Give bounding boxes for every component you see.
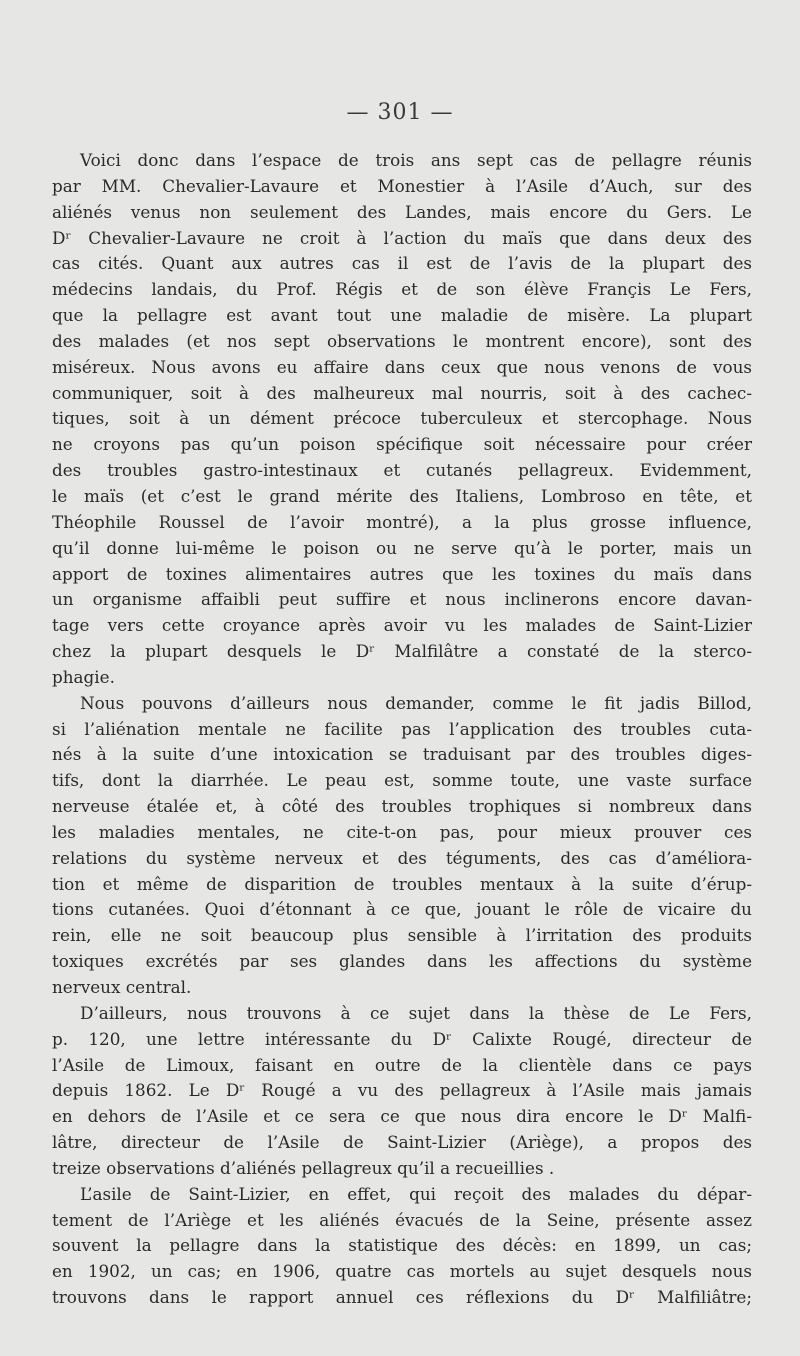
text-line: tement de l’Ariège et les aliénés évacués de la Seine, présente assez (52, 1209, 752, 1230)
text-line: depuis 1862. Le Dʳ Rougé a vu des pellagreux à l’Asile mais jamais (52, 1080, 752, 1101)
text-line: des malades (et nos sept observations le montrent encore), sont des (52, 330, 752, 351)
text-line: phagie. (52, 666, 115, 687)
text-line: D’ailleurs, nous trouvons à ce sujet dans la thèse de Le Fers, (80, 1002, 752, 1023)
paragraph (52, 1182, 752, 1311)
body-text (52, 148, 752, 1311)
text-line: communiquer, soit à des malheureux mal nourris, soit à des cachec- (52, 382, 752, 403)
text-line: Voici donc dans l’espace de trois ans sept cas de pellagre réunis (80, 150, 752, 170)
text-line: nerveux central. (52, 977, 192, 997)
text-line: les maladies mentales, ne cite-t-on pas, pour mieux prouver ces (52, 821, 752, 842)
text-line: que la pellagre est avant tout une maladie de misère. La plupart (52, 305, 752, 326)
text-line: trouvons dans le rapport annuel ces réflexions du Dʳ Malfiliâtre; (52, 1287, 752, 1308)
text-line: le maïs (et c’est le grand mérite des Italiens, Lombroso en tête, et (52, 485, 752, 506)
text-line: Dʳ Chevalier-Lavaure ne croit à l’action du maïs que dans deux des (52, 227, 752, 248)
text-line: souvent la pellagre dans la statistique des décès: en 1899, un cas; (52, 1235, 752, 1256)
text-line: tions cutanées. Quoi d’étonnant à ce que, jouant le rôle de vicaire du (52, 899, 752, 920)
text-line: nés à la suite d’une intoxication se traduisant par des troubles diges- (52, 744, 752, 765)
text-line: médecins landais, du Prof. Régis et de son élève Françis Le Fers, (52, 279, 752, 300)
page-number: — 301 — (346, 100, 454, 125)
text-line: p. 120, une lettre intéressante du Dʳ Calixte Rougé, directeur de (52, 1028, 752, 1049)
text-line: un organisme affaibli peut suffire et nous inclinerons encore davan- (52, 589, 752, 610)
text-line: miséreux. Nous avons eu affaire dans ceux que nous venons de vous (52, 356, 752, 377)
text-line: des troubles gastro-intestinaux et cutanés pellagreux. Evidemment, (52, 460, 752, 481)
text-line: qu’il donne lui-même le poison ou ne serve qu’à le porter, mais un (52, 537, 752, 558)
text-line: tifs, dont la diarrhée. Le peau est, somme toute, une vaste surface (52, 770, 752, 791)
text-line: tiques, soit à un dément précoce tuberculeux et stercophage. Nous (52, 408, 752, 429)
text-line: apport de toxines alimentaires autres que les toxines du maïs dans (52, 563, 752, 584)
text-line: tion et même de disparition de troubles mentaux à la suite d’érup- (52, 873, 752, 894)
text-line: chez la plupart desquels le Dʳ Malfilâtre a constaté de la sterco- (52, 641, 752, 662)
text-line: lâtre, directeur de l’Asile de Saint-Lizier (Ariège), a propos des (52, 1132, 752, 1153)
text-line: tage vers cette croyance après avoir vu les malades de Saint-Lizier (52, 615, 752, 636)
text-line: Théophile Roussel de l’avoir montré), a la plus grosse influence, (52, 511, 752, 532)
paragraph (52, 691, 752, 1001)
text-line: L’asile de Saint-Lizier, en effet, qui reçoit des malades du dépar- (80, 1183, 752, 1204)
text-line: rein, elle ne soit beaucoup plus sensible à l’irritation des produits (52, 925, 752, 946)
text-line: toxiques excrétés par ses glandes dans les affections du système (52, 951, 752, 972)
text-line: par MM. Chevalier-Lavaure et Monestier à l’Asile d’Auch, sur des (52, 175, 752, 196)
text-line: treize observations d’aliénés pellagreux qu’il a recueillies . (52, 1157, 555, 1178)
text-line: ne croyons pas qu’un poison spécifique soit nécessaire pour créer (52, 434, 752, 455)
text-line: cas cités. Quant aux autres cas il est de l’avis de la plupart des (52, 253, 752, 274)
text-line: aliénés venus non seulement des Landes, mais encore du Gers. Le (52, 201, 752, 222)
text-line: en 1902, un cas; en 1906, quatre cas mortels au sujet desquels nous (52, 1261, 752, 1282)
text-line: nerveuse étalée et, à côté des troubles trophiques si nombreux dans (52, 796, 752, 817)
paragraph (52, 1001, 752, 1182)
text-line: si l’aliénation mentale ne facilite pas l’application des troubles cuta- (52, 718, 752, 739)
text-line: Nous pouvons d’ailleurs nous demander, comme le fit jadis Billod, (80, 692, 752, 713)
text-line: relations du système nerveux et des téguments, des cas d’améliora- (52, 847, 752, 868)
text-line: l’Asile de Limoux, faisant en outre de la clientèle dans ce pays (52, 1054, 752, 1075)
text-line: en dehors de l’Asile et ce sera ce que nous dira encore le Dʳ Malfi- (52, 1106, 752, 1127)
paragraph (52, 148, 752, 691)
